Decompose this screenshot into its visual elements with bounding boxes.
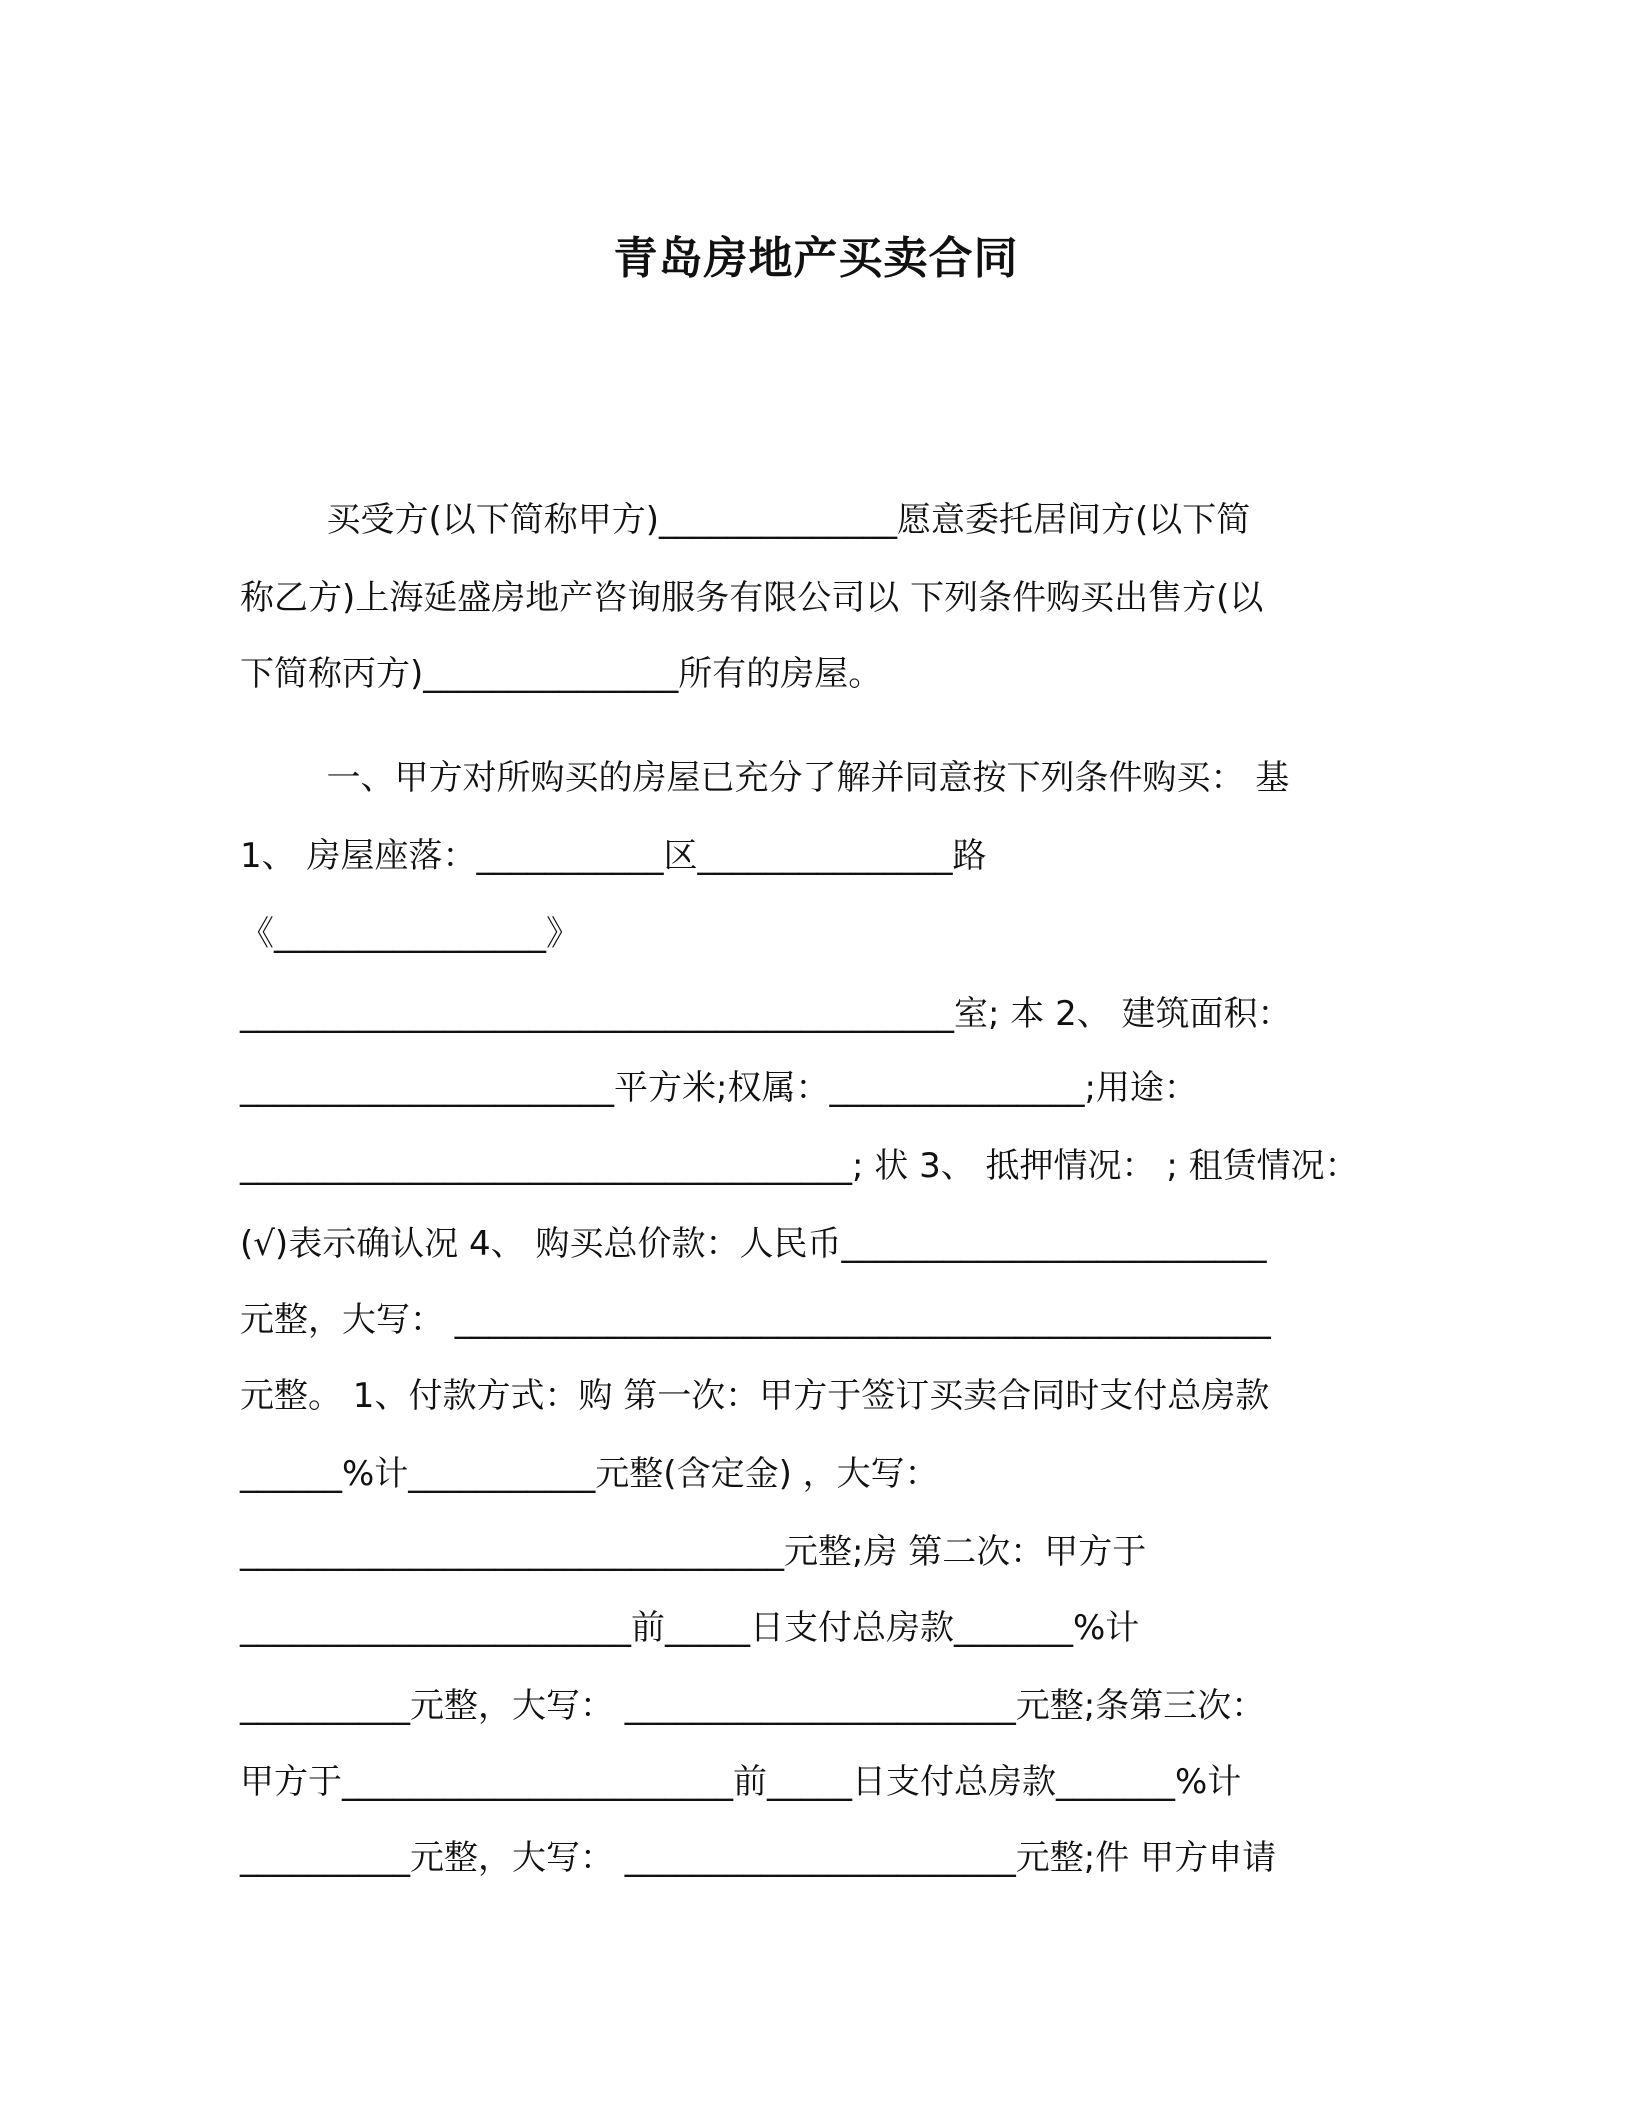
body-line: 《________________》 <box>240 914 580 954</box>
body-line: ____________________________________; 状 3、 抵押情况： ; 租赁情况： <box>240 1146 1359 1186</box>
body-line: _______________________前_____日支付总房款_______%计 <box>240 1608 1140 1648</box>
contract-title: 青岛房地产买卖合同 <box>613 233 1019 284</box>
body-line: 元整，大写： ________________________________________________ <box>240 1300 1271 1340</box>
body-line: ______%计___________元整(含定金) ，大写： <box>240 1454 939 1494</box>
body-line: 元整。 1、付款方式：购 第一次：甲方于签订买卖合同时支付总房款 <box>240 1376 1270 1416</box>
body-line: (√)表示确认况 4、 购买总价款：人民币_________________________ <box>240 1224 1267 1264</box>
body-line: __________元整，大写： _______________________元整;件 甲方申请 <box>240 1838 1277 1878</box>
body-line: 称乙方)上海延盛房地产咨询服务有限公司以 下列条件购买出售方(以 <box>240 578 1264 618</box>
body-line: 甲方于_______________________前_____日支付总房款_______%计 <box>240 1762 1242 1802</box>
body-line: 买受方(以下简称甲方)______________愿意委托居间方(以下简 <box>240 500 1251 540</box>
body-line: 1、 房屋座落：___________区_______________路 <box>240 836 987 876</box>
body-line: __________元整，大写： _______________________元整;条第三次： <box>240 1686 1266 1726</box>
body-line: 一、甲方对所购买的房屋已充分了解并同意按下列条件购买： 基 <box>240 758 1290 798</box>
body-line: ______________________平方米;权属：_______________;用途： <box>240 1068 1198 1108</box>
body-line: __________________________________________室; 本 2、 建筑面积： <box>240 994 1292 1034</box>
body-line: 下简称丙方)_______________所有的房屋。 <box>240 654 883 694</box>
body-line: ________________________________元整;房 第二次：甲方于 <box>240 1532 1147 1572</box>
